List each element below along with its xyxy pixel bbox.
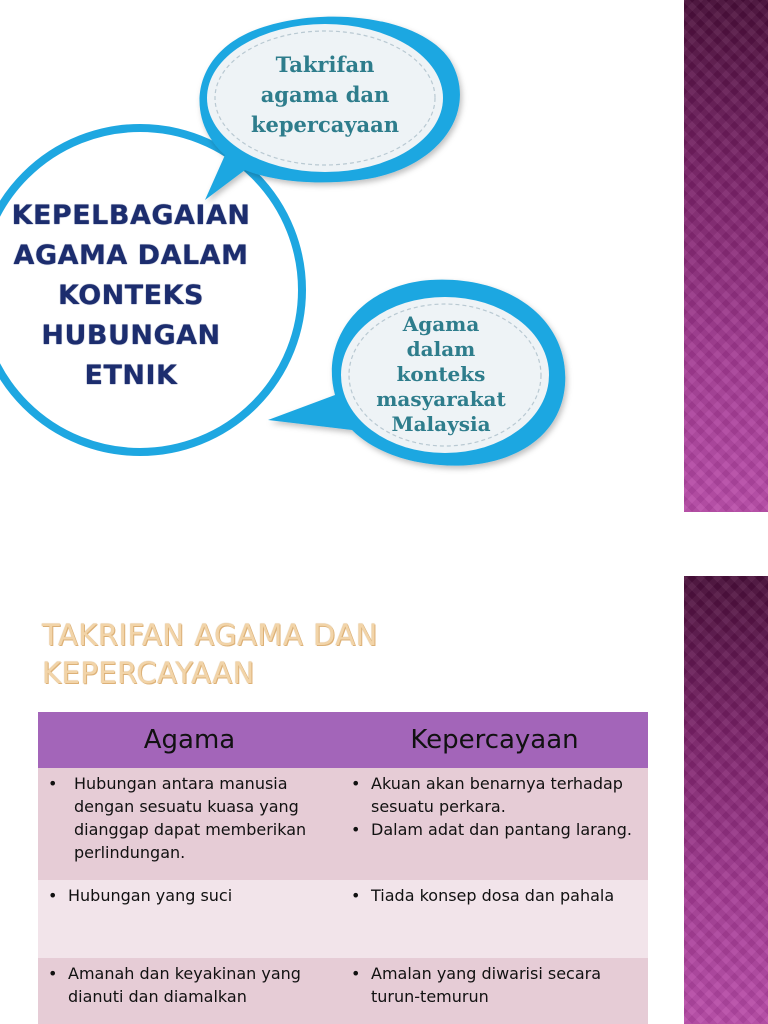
cell-kepercayaan	[341, 768, 648, 880]
table-header-row	[38, 712, 648, 768]
slide-title-line: KEPERCAYAAN	[42, 656, 255, 690]
slide-2	[0, 512, 768, 1024]
list-item: • Akuan akan benarnya terhadap sesuatu perkara.	[349, 772, 640, 818]
slide-title	[42, 616, 378, 692]
bubble-2-line: Agama	[402, 312, 480, 336]
main-title	[0, 196, 262, 396]
bubble-1-line: agama dan	[260, 82, 390, 107]
bubble-1-line: Takrifan	[275, 52, 375, 77]
main-title-line: KEPELBAGAIAN	[11, 200, 251, 231]
list-item: • Tiada konsep dosa dan pahala	[349, 884, 640, 907]
main-title-line: ETNIK	[84, 360, 178, 391]
list-item: • Amanah dan keyakinan yang dianuti dan diamalkan	[46, 962, 333, 1008]
slide-title-line: TAKRIFAN AGAMA DAN	[42, 618, 378, 652]
list-item: • Dalam adat dan pantang larang.	[349, 818, 640, 841]
bubble-2-line: dalam	[406, 337, 476, 361]
main-title-line: AGAMA DALAM	[13, 240, 249, 271]
bubble-2-line: konteks	[396, 362, 486, 386]
table-row	[38, 880, 648, 958]
list-item: • Hubungan antara manusia dengan sesuatu kuasa yang dianggap dapat memberikan perlindungan.	[46, 772, 333, 864]
header-agama: Agama	[38, 712, 341, 768]
header-kepercayaan: Kepercayaan	[341, 712, 648, 768]
table-row	[38, 768, 648, 880]
cell-agama	[38, 880, 341, 958]
cell-agama	[38, 768, 341, 880]
cell-kepercayaan	[341, 880, 648, 958]
bubble-2-text	[356, 312, 526, 437]
main-title-line: HUBUNGAN	[41, 320, 221, 351]
bubble-2-line: masyarakat	[376, 387, 506, 411]
definition-table	[38, 712, 648, 1024]
cell-agama	[38, 958, 341, 1024]
bubble-1-text	[232, 50, 418, 140]
main-title-line: KONTEKS	[58, 280, 204, 311]
cell-kepercayaan	[341, 958, 648, 1024]
table-row	[38, 958, 648, 1024]
bubble-2-line: Malaysia	[391, 412, 491, 436]
list-item: • Hubungan yang suci	[46, 884, 333, 907]
list-item: • Amalan yang diwarisi secara turun-temurun	[349, 962, 640, 1008]
bubble-1-line: kepercayaan	[250, 112, 400, 137]
decorative-side-strip	[684, 576, 768, 1024]
